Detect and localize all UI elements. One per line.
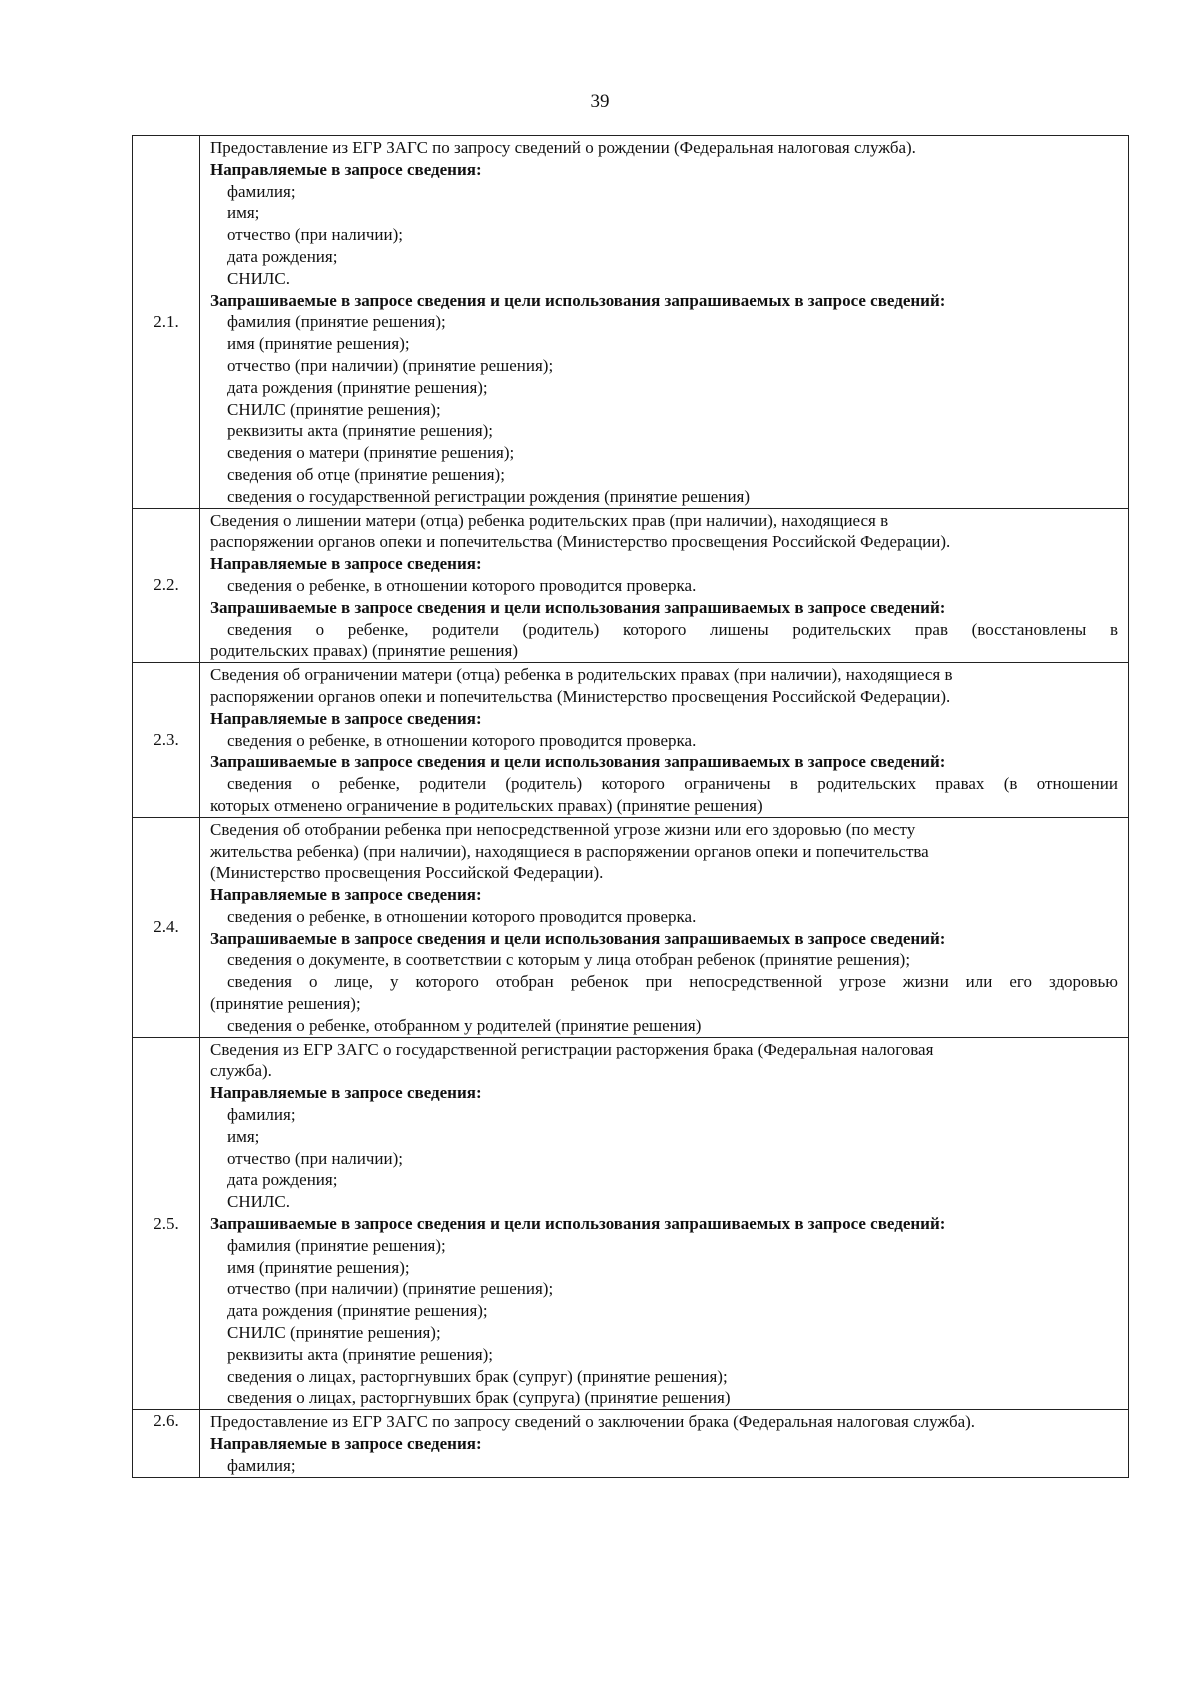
table-row — [133, 817, 1129, 1037]
list-item: фамилия (принятие решения); — [227, 312, 446, 332]
table-row — [133, 1410, 1129, 1477]
table-row — [133, 508, 1129, 663]
requested-heading: Запрашиваемые в запросе сведения и цели использования запрашиваемых в запросе сведений: — [210, 290, 946, 310]
sent-heading: Направляемые в запросе сведения: — [210, 159, 482, 179]
row-number: 2.6. — [133, 1410, 200, 1477]
row-title: Предоставление из ЕГР ЗАГС по запросу сведений о заключении брака (Федеральная налоговая служба). — [210, 1412, 976, 1432]
list-item: сведения об отце (принятие решения); — [227, 464, 505, 484]
list-item: фамилия (принятие решения); — [227, 1235, 446, 1255]
row-number: 2.2. — [133, 508, 200, 663]
list-item-line: родительских правах) (принятие решения) — [210, 641, 518, 661]
list-item: дата рождения (принятие решения); — [227, 377, 488, 397]
list-item: сведения о ребенке, в отношении которого проводится проверка. — [227, 575, 697, 595]
sent-heading: Направляемые в запросе сведения: — [210, 708, 482, 728]
list-item: сведения о лицах, расторгнувших брак (супруг) (принятие решения); — [227, 1366, 728, 1386]
row-content — [200, 1037, 1129, 1410]
requested-heading: Запрашиваемые в запросе сведения и цели использования запрашиваемых в запросе сведений: — [210, 752, 946, 772]
list-item: дата рождения; — [227, 1170, 338, 1190]
list-item: отчество (при наличии); — [227, 225, 403, 245]
row-title-line: распоряжении органов опеки и попечительства (Министерство просвещения Российской Федерации). — [210, 532, 951, 552]
row-content — [200, 1410, 1129, 1477]
sent-heading: Направляемые в запросе сведения: — [210, 1083, 482, 1103]
list-item: сведения о документе, в соответствии с которым у лица отобран ребенок (принятие решения); — [227, 950, 911, 970]
row-title-line: жительства ребенка) (при наличии), находящиеся в распоряжении органов опеки и попечительства — [210, 841, 929, 861]
list-item: фамилия; — [227, 1455, 296, 1475]
list-item: сведения о государственной регистрации рождения (принятие решения) — [227, 486, 751, 506]
list-item: сведения о ребенке, отобранном у родителей (принятие решения) — [227, 1015, 702, 1035]
table-row — [133, 136, 1129, 509]
list-item: дата рождения (принятие решения); — [227, 1301, 488, 1321]
row-number: 2.3. — [133, 663, 200, 818]
requested-heading: Запрашиваемые в запросе сведения и цели использования запрашиваемых в запросе сведений: — [210, 1214, 946, 1234]
list-item: сведения о ребенке, в отношении которого проводится проверка. — [227, 730, 697, 750]
list-item: имя; — [227, 1126, 260, 1146]
list-item: отчество (при наличии) (принятие решения); — [227, 355, 554, 375]
list-item: сведения о лицах, расторгнувших брак (супруга) (принятие решения) — [227, 1388, 731, 1408]
row-content — [200, 136, 1129, 509]
row-title-line: распоряжении органов опеки и попечительства (Министерство просвещения Российской Федерации). — [210, 686, 951, 706]
requested-heading: Запрашиваемые в запросе сведения и цели использования запрашиваемых в запросе сведений: — [210, 597, 946, 617]
list-item: имя (принятие решения); — [227, 334, 410, 354]
sent-heading: Направляемые в запросе сведения: — [210, 1434, 482, 1454]
list-item: реквизиты акта (принятие решения); — [227, 421, 494, 441]
list-item-line: сведения о ребенке, родители (родитель) которого ограничены в родительских правах (в отношении — [227, 774, 1118, 794]
list-item: СНИЛС. — [227, 268, 291, 288]
row-content — [200, 817, 1129, 1037]
row-title-line: Сведения об отобрании ребенка при непосредственной угрозе жизни или его здоровью (по месту — [210, 819, 916, 839]
row-title-line: Сведения об ограничении матери (отца) ребенка в родительских правах (при наличии), находящиеся в — [210, 665, 953, 685]
row-title-line: (Министерство просвещения Российской Федерации). — [210, 863, 604, 883]
row-number: 2.5. — [133, 1037, 200, 1410]
row-content — [200, 508, 1129, 663]
table-row — [133, 663, 1129, 818]
row-title-line: Сведения о лишении матери (отца) ребенка родительских прав (при наличии), находящиеся в — [210, 510, 889, 530]
list-item: СНИЛС. — [227, 1192, 291, 1212]
list-item: отчество (при наличии); — [227, 1148, 403, 1168]
list-item: сведения о ребенке, в отношении которого проводится проверка. — [227, 906, 697, 926]
list-item: отчество (при наличии) (принятие решения); — [227, 1279, 554, 1299]
row-title-line: Сведения из ЕГР ЗАГС о государственной регистрации расторжения брака (Федеральная налоговая — [210, 1039, 934, 1059]
list-item: СНИЛС (принятие решения); — [227, 1323, 441, 1343]
list-item-line: (принятие решения); — [210, 994, 361, 1014]
list-item: имя; — [227, 203, 260, 223]
table-row — [133, 1037, 1129, 1410]
sent-heading: Направляемые в запросе сведения: — [210, 885, 482, 905]
list-item: фамилия; — [227, 181, 296, 201]
page-number: 39 — [590, 91, 610, 112]
list-item: фамилия; — [227, 1105, 296, 1125]
row-title: Предоставление из ЕГР ЗАГС по запросу сведений о рождении (Федеральная налоговая служба). — [210, 138, 916, 157]
row-content — [200, 663, 1129, 818]
list-item: СНИЛС (принятие решения); — [227, 399, 441, 419]
row-number: 2.1. — [133, 136, 200, 509]
list-item-line: сведения о лице, у которого отобран ребенок при непосредственной угрозе жизни или его здоровью — [227, 972, 1118, 992]
requested-heading: Запрашиваемые в запросе сведения и цели использования запрашиваемых в запросе сведений: — [210, 928, 946, 948]
list-item-line: сведения о ребенке, родители (родитель) которого лишены родительских прав (восстановлены в — [227, 619, 1118, 639]
list-item: реквизиты акта (принятие решения); — [227, 1344, 494, 1364]
list-item: дата рождения; — [227, 246, 338, 266]
list-item: сведения о матери (принятие решения); — [227, 443, 515, 463]
row-title-line: служба). — [210, 1061, 272, 1081]
data-table — [132, 135, 1129, 1478]
sent-heading: Направляемые в запросе сведения: — [210, 554, 482, 574]
list-item: имя (принятие решения); — [227, 1257, 410, 1277]
list-item-line: которых отменено ограничение в родительских правах) (принятие решения) — [210, 795, 763, 815]
row-number: 2.4. — [133, 817, 200, 1037]
